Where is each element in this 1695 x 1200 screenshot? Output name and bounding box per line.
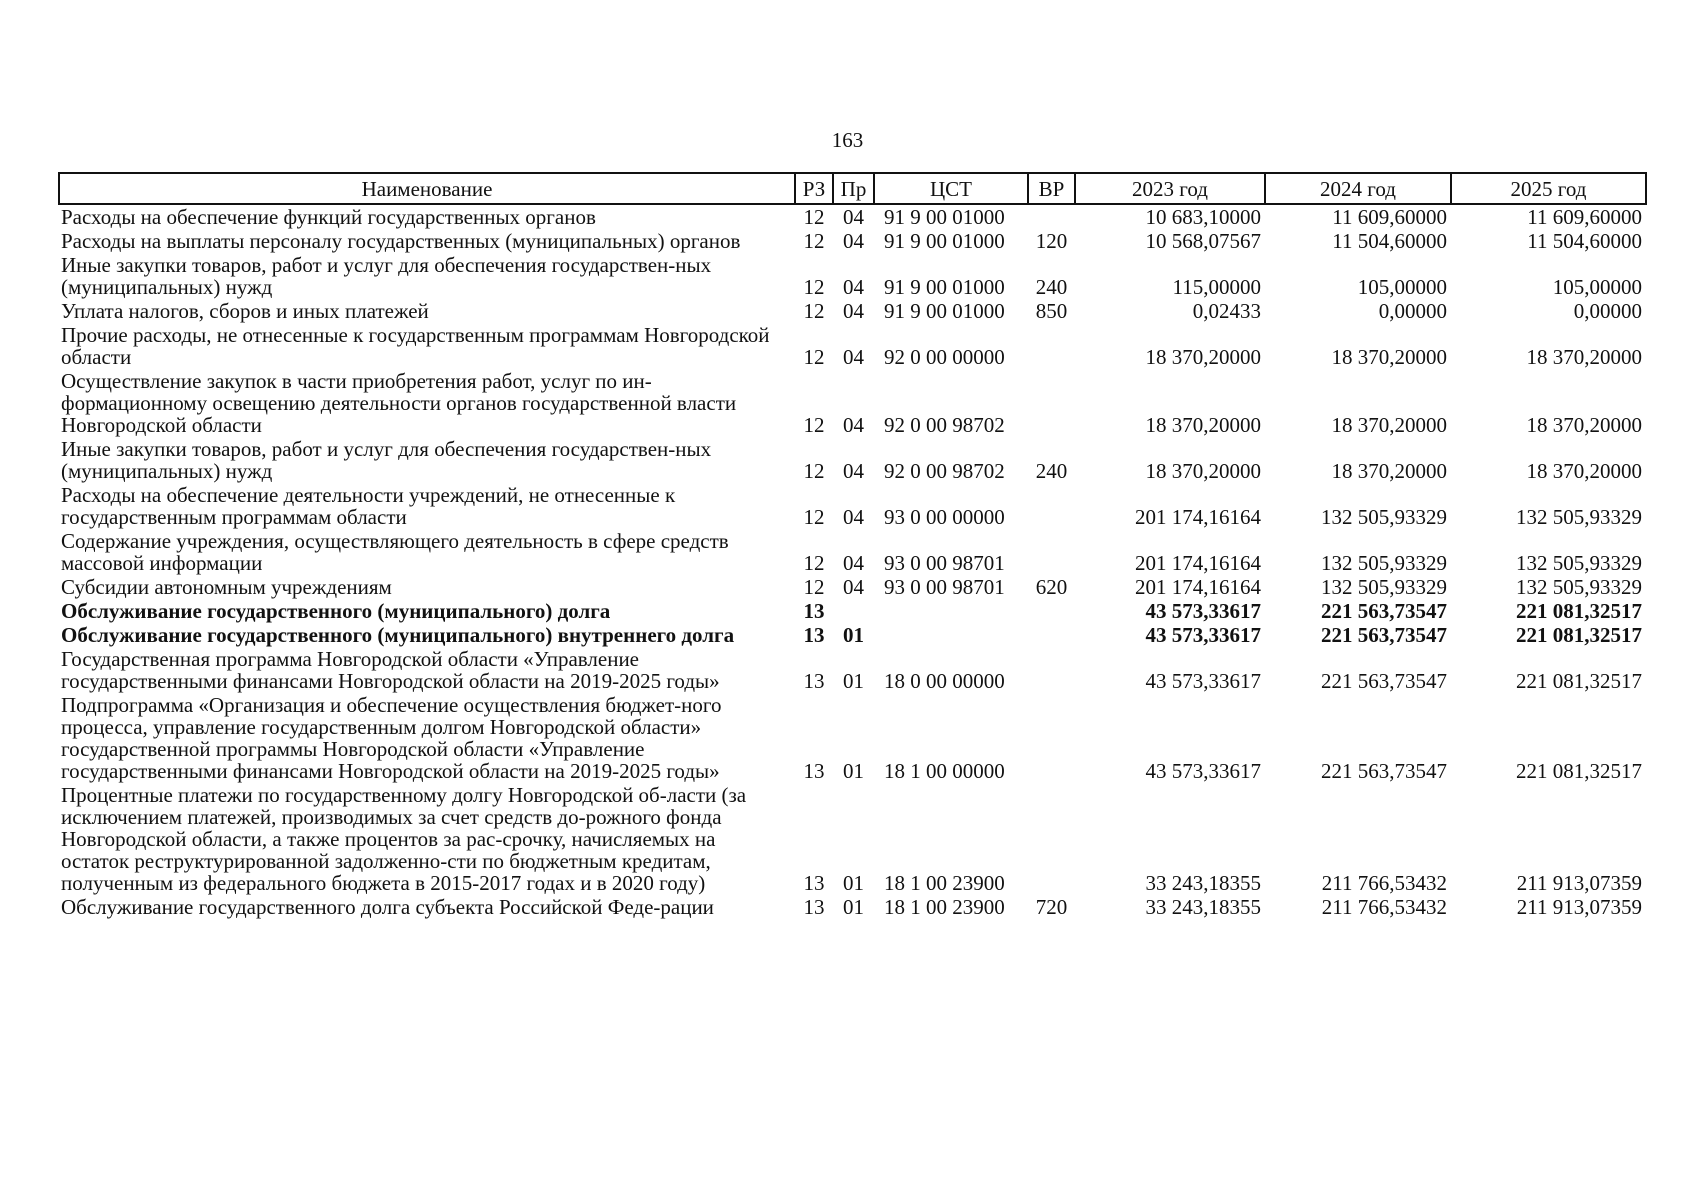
header-2024: 2024 год xyxy=(1265,173,1451,204)
cell-pr: 04 xyxy=(843,551,864,575)
cell-name: Процентные платежи по государственному долгу Новгородской об-ласти (за исключением платежей, производимых за счет средств до-рожного фонда Новгородской области, а также процентов за рас-срочку, начисляемых на остаток реструктурированной задолженно-сти по бюджетным кредитам, полученным из федерального бюджета в 2015-2017 годах и в 2020 году) xyxy=(61,783,747,895)
cell-name: Иные закупки товаров, работ и услуг для обеспечения государствен-ных (муниципальных) нужд xyxy=(61,437,712,483)
cell-2024: 221 563,73547 xyxy=(1321,759,1447,783)
cell-2023: 201 174,16164 xyxy=(1135,551,1261,575)
table-row xyxy=(59,693,1646,783)
cell-2023: 18 370,20000 xyxy=(1145,413,1261,437)
cell-pr: 04 xyxy=(843,345,864,369)
cell-cst: 91 9 00 01000 xyxy=(884,205,1005,229)
cell-name: Обслуживание государственного (муниципального) долга xyxy=(61,599,611,623)
cell-2024: 221 563,73547 xyxy=(1321,669,1447,693)
cell-2024: 105,00000 xyxy=(1357,275,1447,299)
cell-2023: 18 370,20000 xyxy=(1145,345,1261,369)
cell-2025: 211 913,07359 xyxy=(1516,895,1642,919)
cell-pr: 01 xyxy=(843,759,864,783)
header-2025: 2025 год xyxy=(1451,173,1646,204)
cell-2025: 221 081,32517 xyxy=(1516,759,1642,783)
cell-cst xyxy=(874,599,1028,623)
cell-pr: 04 xyxy=(843,275,864,299)
cell-rz: 12 xyxy=(803,413,825,437)
cell-2024: 211 766,53432 xyxy=(1321,871,1447,895)
table-header-row xyxy=(59,173,1646,204)
cell-vr xyxy=(1028,783,1075,895)
table-row xyxy=(59,299,1646,323)
cell-pr: 01 xyxy=(843,871,864,895)
cell-vr: 620 xyxy=(1035,575,1068,599)
cell-pr: 04 xyxy=(843,229,864,253)
cell-name: Государственная программа Новгородской области «Управление государственными финансами Новгородской области на 2019-2025 годы» xyxy=(61,647,720,693)
cell-pr: 04 xyxy=(843,413,864,437)
cell-vr: 240 xyxy=(1035,459,1068,483)
header-cst: ЦСТ xyxy=(874,173,1028,204)
cell-cst: 91 9 00 01000 xyxy=(884,229,1005,253)
table-row xyxy=(59,575,1646,599)
cell-vr xyxy=(1028,623,1075,647)
cell-name: Подпрограмма «Организация и обеспечение осуществления бюджет-ного процесса, управление государственным долгом Новгородской области» государственной программы Новгородской области «Управление государственными финансами Новгородской области на 2019-2025 годы» xyxy=(61,693,722,783)
cell-2024: 132 505,93329 xyxy=(1321,505,1447,529)
cell-cst: 92 0 00 98702 xyxy=(884,413,1005,437)
cell-2024: 11 609,60000 xyxy=(1332,205,1447,229)
cell-cst: 93 0 00 00000 xyxy=(884,505,1005,529)
cell-2023: 10 683,10000 xyxy=(1145,205,1261,229)
cell-2024: 18 370,20000 xyxy=(1331,459,1447,483)
cell-vr: 240 xyxy=(1035,275,1068,299)
cell-pr: 04 xyxy=(843,459,864,483)
cell-cst xyxy=(874,623,1028,647)
cell-2023: 43 573,33617 xyxy=(1145,599,1261,623)
cell-rz: 12 xyxy=(803,575,825,599)
cell-name: Расходы на обеспечение деятельности учреждений, не отнесенные к государственным программам области xyxy=(61,483,676,529)
cell-rz: 12 xyxy=(803,275,825,299)
header-pr: Пр xyxy=(833,173,874,204)
table-row xyxy=(59,599,1646,623)
cell-rz: 12 xyxy=(803,345,825,369)
cell-rz: 12 xyxy=(803,505,825,529)
cell-pr: 01 xyxy=(843,895,864,919)
cell-cst: 92 0 00 98702 xyxy=(884,459,1005,483)
cell-pr: 04 xyxy=(843,205,864,229)
page-number: 163 xyxy=(831,128,864,152)
cell-2025: 11 609,60000 xyxy=(1527,205,1642,229)
cell-rz: 12 xyxy=(803,551,825,575)
header-name: Наименование xyxy=(59,173,795,204)
cell-2023: 43 573,33617 xyxy=(1145,669,1261,693)
cell-2025: 132 505,93329 xyxy=(1516,505,1642,529)
cell-vr: 850 xyxy=(1035,299,1068,323)
cell-2025: 18 370,20000 xyxy=(1526,459,1642,483)
cell-2023: 115,00000 xyxy=(1172,275,1261,299)
cell-2025: 18 370,20000 xyxy=(1526,413,1642,437)
cell-vr xyxy=(1028,323,1075,369)
cell-rz: 12 xyxy=(803,229,825,253)
cell-2024: 0,00000 xyxy=(1378,299,1447,323)
cell-rz: 13 xyxy=(803,669,825,693)
cell-2025: 132 505,93329 xyxy=(1516,551,1642,575)
table-row xyxy=(59,369,1646,437)
cell-2025: 105,00000 xyxy=(1552,275,1642,299)
cell-2025: 132 505,93329 xyxy=(1516,575,1642,599)
table-row xyxy=(59,204,1646,229)
cell-rz: 13 xyxy=(803,599,825,623)
cell-vr xyxy=(1028,483,1075,529)
table-row xyxy=(59,253,1646,299)
cell-2023: 10 568,07567 xyxy=(1145,229,1261,253)
cell-name: Субсидии автономным учреждениям xyxy=(61,575,392,599)
table-row xyxy=(59,623,1646,647)
cell-vr: 720 xyxy=(1035,895,1068,919)
cell-2024: 18 370,20000 xyxy=(1331,413,1447,437)
cell-2024: 211 766,53432 xyxy=(1321,895,1447,919)
cell-2023: 33 243,18355 xyxy=(1145,895,1261,919)
cell-2024: 221 563,73547 xyxy=(1321,623,1447,647)
cell-name: Осуществление закупок в части приобретения работ, услуг по ин-формационному освещению деятельности органов государственной власти Новгородской области xyxy=(61,369,737,437)
cell-vr xyxy=(1028,693,1075,783)
cell-cst: 93 0 00 98701 xyxy=(884,551,1005,575)
cell-rz: 12 xyxy=(803,459,825,483)
table-row xyxy=(59,483,1646,529)
cell-2023: 33 243,18355 xyxy=(1145,871,1261,895)
cell-vr: 120 xyxy=(1035,229,1068,253)
table-row xyxy=(59,323,1646,369)
cell-name: Обслуживание государственного долга субъекта Российской Феде-рации xyxy=(61,895,714,919)
cell-cst: 93 0 00 98701 xyxy=(884,575,1005,599)
table-row xyxy=(59,529,1646,575)
cell-2024: 132 505,93329 xyxy=(1321,551,1447,575)
cell-pr: 04 xyxy=(843,575,864,599)
cell-rz: 13 xyxy=(803,871,825,895)
cell-2023: 0,02433 xyxy=(1192,299,1261,323)
cell-2025: 221 081,32517 xyxy=(1516,669,1642,693)
cell-2024: 11 504,60000 xyxy=(1332,229,1447,253)
cell-cst: 92 0 00 00000 xyxy=(884,345,1005,369)
table-row xyxy=(59,895,1646,919)
cell-cst: 18 1 00 23900 xyxy=(884,871,1005,895)
table-row xyxy=(59,647,1646,693)
header-rz: РЗ xyxy=(795,173,833,204)
cell-vr xyxy=(1028,647,1075,693)
cell-name: Расходы на выплаты персоналу государственных (муниципальных) органов xyxy=(61,229,741,253)
cell-cst: 18 1 00 00000 xyxy=(884,759,1005,783)
cell-2025: 18 370,20000 xyxy=(1526,345,1642,369)
cell-name: Обслуживание государственного (муниципального) внутреннего долга xyxy=(61,623,735,647)
cell-name: Содержание учреждения, осуществляющего деятельность в сфере средств массовой информации xyxy=(61,529,729,575)
cell-2024: 18 370,20000 xyxy=(1331,345,1447,369)
table-row xyxy=(59,229,1646,253)
cell-vr xyxy=(1028,369,1075,437)
cell-name: Иные закупки товаров, работ и услуг для обеспечения государствен-ных (муниципальных) нужд xyxy=(61,253,712,299)
cell-vr xyxy=(1028,599,1075,623)
table-body xyxy=(59,204,1646,919)
cell-rz: 12 xyxy=(803,299,825,323)
cell-rz: 12 xyxy=(803,205,825,229)
cell-cst: 91 9 00 01000 xyxy=(884,275,1005,299)
cell-2023: 43 573,33617 xyxy=(1145,623,1261,647)
cell-2025: 11 504,60000 xyxy=(1527,229,1642,253)
cell-pr: 01 xyxy=(843,623,864,647)
cell-2025: 221 081,32517 xyxy=(1516,623,1642,647)
cell-name: Прочие расходы, не отнесенные к государственным программам Новгородской области xyxy=(61,323,770,369)
budget-table xyxy=(58,172,1647,919)
cell-rz: 13 xyxy=(803,759,825,783)
cell-2025: 0,00000 xyxy=(1573,299,1642,323)
cell-cst: 18 1 00 23900 xyxy=(884,895,1005,919)
cell-2023: 201 174,16164 xyxy=(1135,505,1261,529)
cell-rz: 13 xyxy=(803,623,825,647)
cell-name: Расходы на обеспечение функций государственных органов xyxy=(61,205,596,229)
cell-2024: 132 505,93329 xyxy=(1321,575,1447,599)
cell-2023: 43 573,33617 xyxy=(1145,759,1261,783)
cell-pr xyxy=(833,599,874,623)
table-row xyxy=(59,437,1646,483)
cell-vr xyxy=(1028,204,1075,229)
cell-vr xyxy=(1028,529,1075,575)
cell-pr: 04 xyxy=(843,299,864,323)
cell-2024: 221 563,73547 xyxy=(1321,599,1447,623)
cell-pr: 04 xyxy=(843,505,864,529)
cell-pr: 01 xyxy=(843,669,864,693)
table-row xyxy=(59,783,1646,895)
cell-2023: 201 174,16164 xyxy=(1135,575,1261,599)
cell-name: Уплата налогов, сборов и иных платежей xyxy=(61,299,429,323)
cell-2023: 18 370,20000 xyxy=(1145,459,1261,483)
cell-2025: 211 913,07359 xyxy=(1516,871,1642,895)
cell-rz: 13 xyxy=(803,895,825,919)
header-2023: 2023 год xyxy=(1075,173,1265,204)
cell-cst: 18 0 00 00000 xyxy=(884,669,1005,693)
header-vr: ВР xyxy=(1028,173,1075,204)
cell-2025: 221 081,32517 xyxy=(1516,599,1642,623)
cell-cst: 91 9 00 01000 xyxy=(884,299,1005,323)
